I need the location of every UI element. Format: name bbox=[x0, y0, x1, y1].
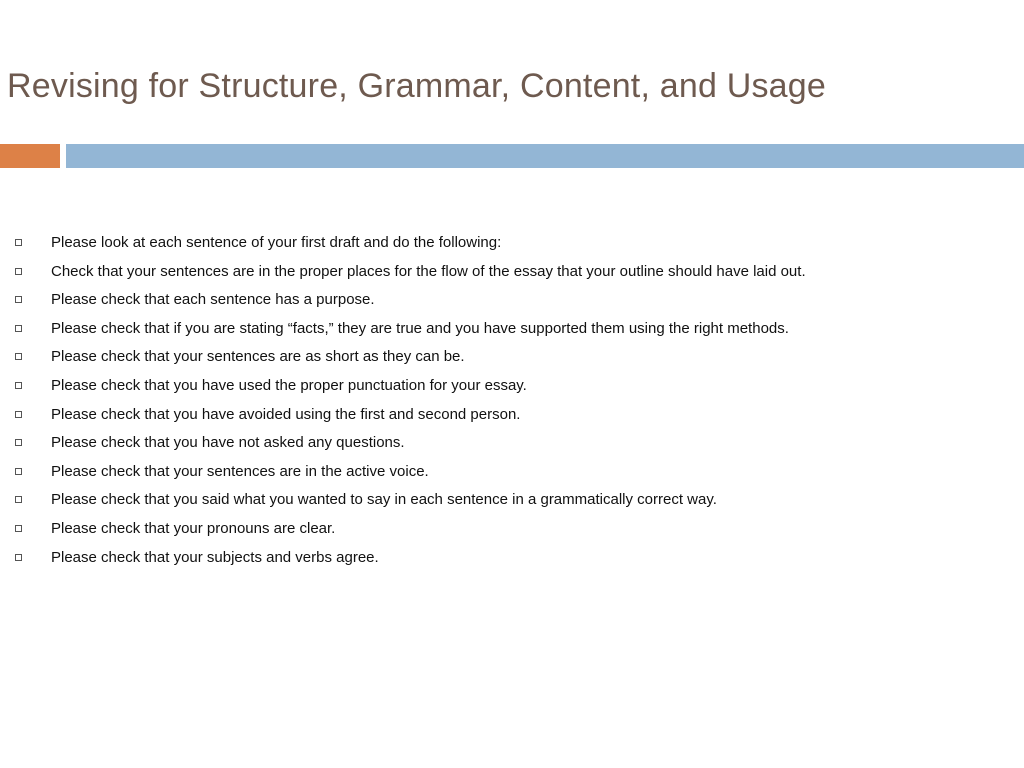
bullet-text: Please check that your sentences are in the active voice. bbox=[51, 462, 429, 480]
bullet-list bbox=[0, 230, 1024, 573]
square-bullet-icon bbox=[15, 525, 22, 532]
bullet-item bbox=[0, 230, 1024, 259]
bullet-item bbox=[0, 516, 1024, 545]
bullet-text: Please check that you have avoided using the first and second person. bbox=[51, 405, 521, 423]
bullet-text: Please check that you said what you wanted to say in each sentence in a grammatically correct way. bbox=[51, 491, 717, 509]
bullet-text: Please check that each sentence has a purpose. bbox=[51, 291, 375, 309]
accent-bar-blue bbox=[66, 144, 1024, 168]
square-bullet-icon bbox=[15, 382, 22, 389]
square-bullet-icon bbox=[15, 439, 22, 446]
bullet-text: Please check that your subjects and verbs agree. bbox=[51, 548, 379, 566]
bullet-item bbox=[0, 430, 1024, 459]
bullet-item bbox=[0, 344, 1024, 373]
square-bullet-icon bbox=[15, 268, 22, 275]
square-bullet-icon bbox=[15, 239, 22, 246]
accent-bar-orange bbox=[0, 144, 60, 168]
bullet-item bbox=[0, 316, 1024, 345]
bullet-item bbox=[0, 487, 1024, 516]
bullet-text: Please check that you have not asked any questions. bbox=[51, 434, 405, 452]
bullet-item bbox=[0, 402, 1024, 431]
bullet-item bbox=[0, 373, 1024, 402]
bullet-text: Please check that you have used the proper punctuation for your essay. bbox=[51, 376, 527, 394]
bullet-text: Please check that if you are stating “facts,” they are true and you have supported them using the right methods. bbox=[51, 319, 789, 337]
bullet-item bbox=[0, 545, 1024, 574]
bullet-text: Please check that your pronouns are clear. bbox=[51, 519, 336, 537]
square-bullet-icon bbox=[15, 325, 22, 332]
bullet-item bbox=[0, 259, 1024, 288]
bullet-item bbox=[0, 287, 1024, 316]
square-bullet-icon bbox=[15, 468, 22, 475]
square-bullet-icon bbox=[15, 554, 22, 561]
bullet-text: Check that your sentences are in the proper places for the flow of the essay that your outline should have laid out. bbox=[51, 262, 806, 280]
square-bullet-icon bbox=[15, 353, 22, 360]
bullet-item bbox=[0, 459, 1024, 488]
slide-title: Revising for Structure, Grammar, Content, and Usage bbox=[7, 67, 826, 105]
bullet-text: Please look at each sentence of your first draft and do the following: bbox=[51, 234, 502, 251]
square-bullet-icon bbox=[15, 496, 22, 503]
bullet-text: Please check that your sentences are as short as they can be. bbox=[51, 348, 465, 366]
square-bullet-icon bbox=[15, 411, 22, 418]
square-bullet-icon bbox=[15, 296, 22, 303]
